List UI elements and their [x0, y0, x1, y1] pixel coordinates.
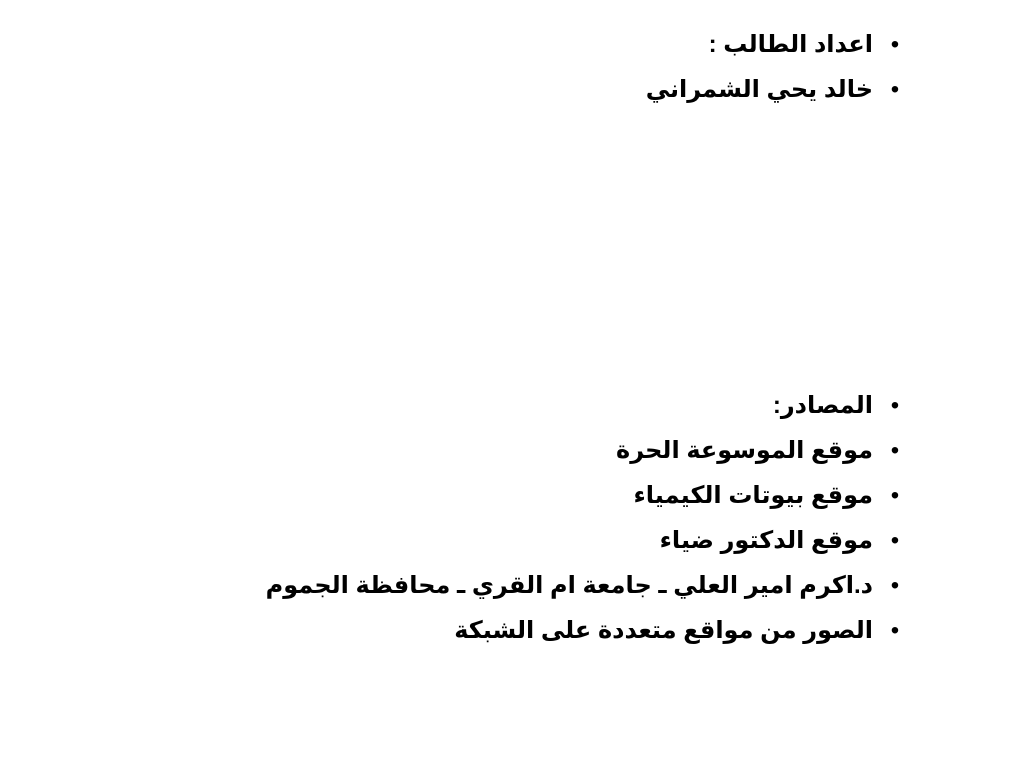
- list-item-source: [89, 481, 909, 511]
- list-item-text: د.اكرم امير العلي ـ جامعة ام القري ـ محافظة الجموم: [265, 572, 873, 599]
- list-item-student-name: [89, 75, 909, 105]
- bullet-icon: •: [890, 437, 900, 464]
- sources-list: [89, 391, 909, 661]
- list-item-prepared-by: [89, 30, 909, 60]
- bullet-icon: •: [890, 392, 900, 419]
- bullet-icon: •: [890, 572, 900, 599]
- list-item-text: الصور من مواقع متعددة على الشبكة: [454, 617, 873, 644]
- bullet-icon: •: [890, 617, 900, 644]
- author-list: [89, 30, 909, 120]
- bullet-icon: •: [890, 527, 900, 554]
- list-item-text: المصادر:: [772, 392, 873, 419]
- bullet-icon: •: [890, 76, 900, 103]
- list-item-text: موقع الدكتور ضياء: [659, 527, 873, 554]
- list-item-text: اعداد الطالب :: [708, 31, 873, 58]
- list-item-source: [89, 436, 909, 466]
- list-item-source: [89, 526, 909, 556]
- list-item-source: [89, 571, 909, 601]
- list-item-sources-heading: [89, 391, 909, 421]
- list-item-text: موقع بيوتات الكيمياء: [633, 482, 873, 509]
- bullet-icon: •: [890, 482, 900, 509]
- list-item-text: موقع الموسوعة الحرة: [616, 437, 873, 464]
- list-item-text: خالد يحي الشمراني: [645, 76, 873, 103]
- bullet-icon: •: [890, 31, 900, 58]
- list-item-source: [89, 616, 909, 646]
